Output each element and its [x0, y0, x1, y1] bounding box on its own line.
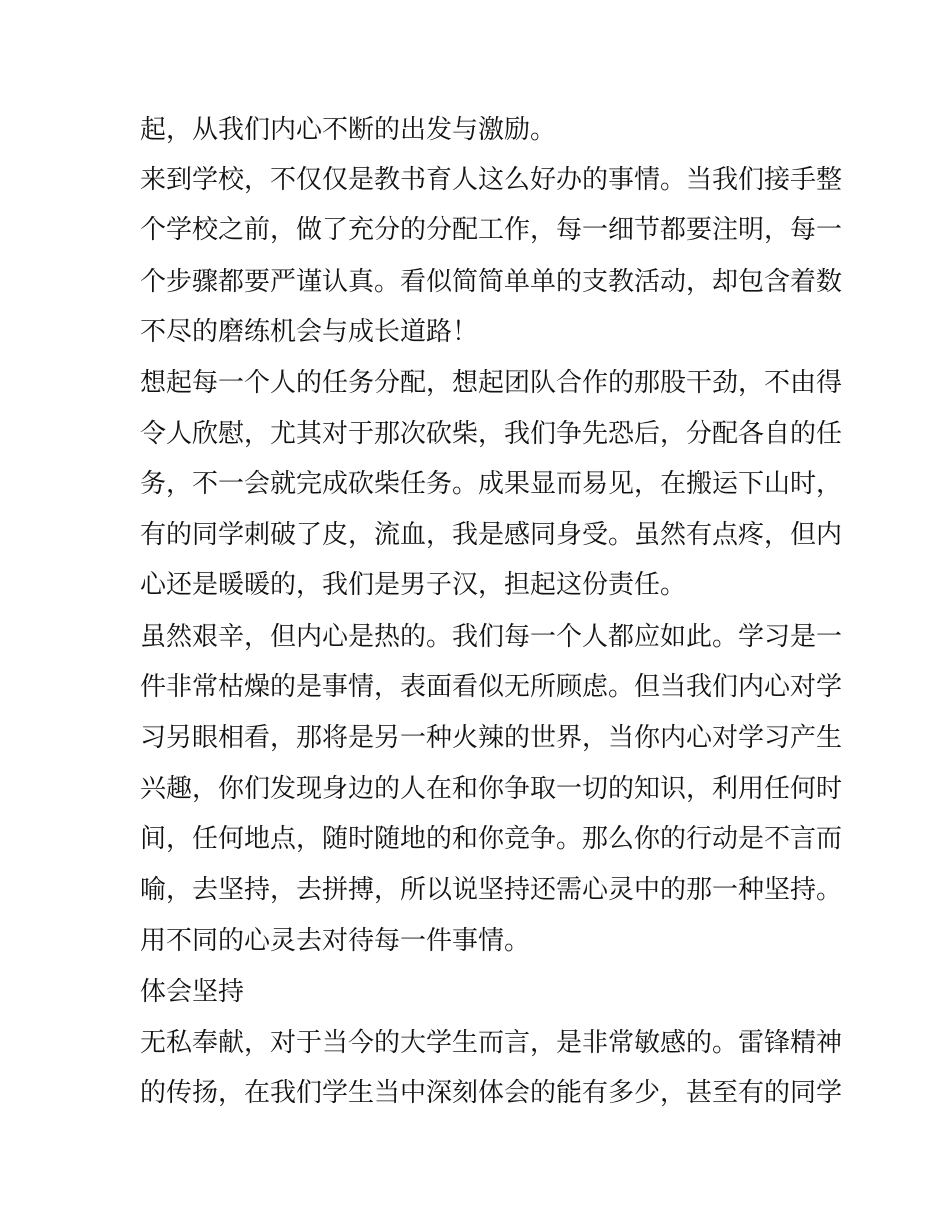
text-line-10: 心还是暖暖的，我们是男子汉，担起这份责任。 — [140, 570, 687, 600]
text-line-20: 的传扬，在我们学生当中深刻体会的能有多少，甚至有的同学 — [140, 1078, 843, 1108]
text-line-2: 来到学校，不仅仅是教书育人这么好办的事情。当我们接手整 — [140, 165, 843, 195]
text-line-14: 兴趣，你们发现身边的人在和你争取一切的知识，利用任何时 — [140, 774, 843, 804]
text-line-1: 起，从我们内心不断的出发与激励。 — [140, 115, 557, 145]
text-line-13: 习另眼相看，那将是另一种火辣的世界，当你内心对学习产生 — [140, 723, 843, 753]
text-line-3: 个学校之前，做了充分的分配工作，每一细节都要注明，每一 — [140, 215, 843, 245]
text-line-4: 个步骤都要严谨认真。看似简简单单的支教活动，却包含着数 — [140, 267, 843, 297]
text-line-15: 间，任何地点，随时随地的和你竞争。那么你的行动是不言而 — [140, 824, 843, 854]
text-line-6: 想起每一个人的任务分配，想起团队合作的那股干劲，不由得 — [140, 368, 843, 398]
section-heading: 体会坚持 — [140, 977, 245, 1007]
text-line-8: 务，不一会就完成砍柴任务。成果显而易见，在搬运下山时， — [140, 469, 843, 499]
text-line-12: 件非常枯燥的是事情，表面看似无所顾虑。但当我们内心对学 — [140, 672, 843, 702]
text-line-5: 不尽的磨练机会与成长道路！ — [140, 317, 479, 347]
text-line-9: 有的同学刺破了皮，流血，我是感同身受。虽然有点疼，但内 — [140, 520, 843, 550]
text-line-7: 令人欣慰，尤其对于那次砍柴，我们争先恐后，分配各自的任 — [140, 419, 843, 449]
text-line-11: 虽然艰辛，但内心是热的。我们每一个人都应如此。学习是一 — [140, 622, 843, 652]
text-line-19: 无私奉献，对于当今的大学生而言，是非常敏感的。雷锋精神 — [140, 1028, 843, 1058]
text-line-16: 喻，去坚持，去拼搏，所以说坚持还需心灵中的那一种坚持。 — [140, 875, 843, 905]
text-line-17: 用不同的心灵去对待每一件事情。 — [140, 926, 531, 956]
